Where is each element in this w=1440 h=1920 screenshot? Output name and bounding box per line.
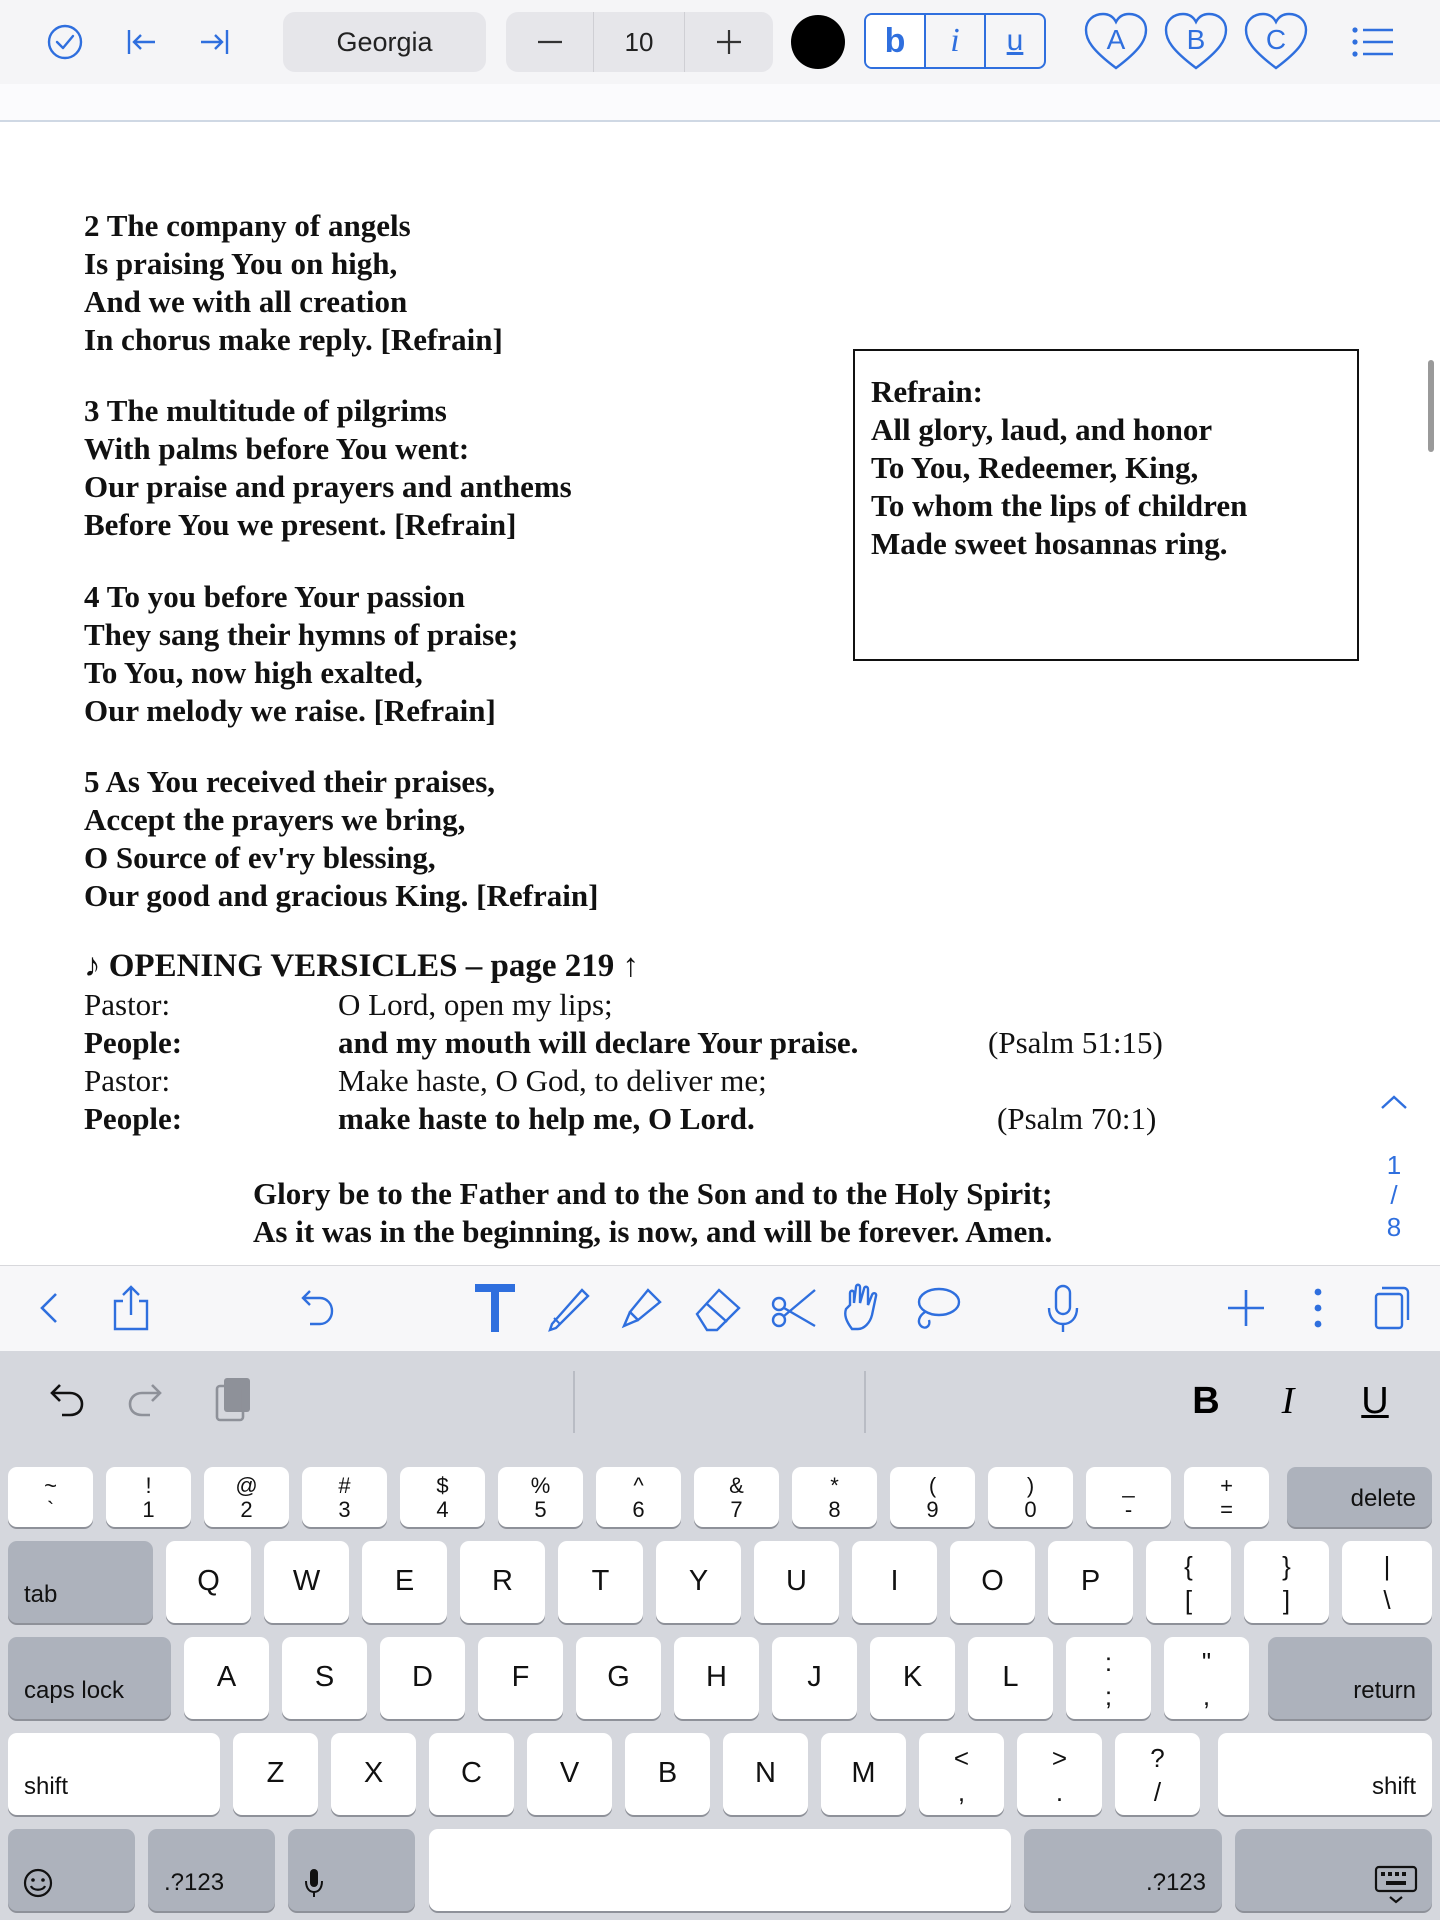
preset-label: B (1186, 24, 1206, 55)
numbers-key-right[interactable]: .?123 (1024, 1829, 1222, 1911)
font-size-value[interactable]: 10 (594, 12, 685, 72)
hymn-stanza-4 (84, 578, 518, 730)
refrain-line: All glory, laud, and honor (871, 412, 1213, 447)
key-l[interactable]: L (968, 1637, 1053, 1719)
return-key[interactable]: return (1268, 1637, 1432, 1719)
key-j[interactable]: J (772, 1637, 857, 1719)
key-7[interactable]: & 7 (694, 1467, 779, 1527)
microphone-icon (304, 1867, 324, 1899)
space-bar[interactable] (429, 1829, 1011, 1911)
stanza-line: And we with all creation (84, 284, 408, 319)
stanza-line: O Source of ev'ry blessing, (84, 840, 436, 875)
paste-icon[interactable] (204, 1369, 264, 1429)
preset-label: C (1265, 24, 1287, 55)
key-w[interactable]: W (264, 1541, 349, 1623)
bold-button[interactable]: b (866, 15, 924, 67)
style-preset-b[interactable] (1162, 10, 1230, 74)
versicle-line: and my mouth will declare Your praise. (338, 1025, 859, 1060)
hymn-stanza-5 (84, 763, 598, 915)
key-9[interactable]: ( 9 (890, 1467, 975, 1527)
back-chevron-icon[interactable] (20, 1278, 80, 1338)
key-4[interactable]: $ 4 (400, 1467, 485, 1527)
stanza-line: They sang their hymns of praise; (84, 617, 519, 652)
key-6[interactable]: ^ 6 (596, 1467, 681, 1527)
hymn-stanza-3 (84, 392, 572, 544)
key-e[interactable]: E (362, 1541, 447, 1623)
share-icon[interactable] (101, 1278, 161, 1338)
preset-label: A (1106, 24, 1126, 55)
text-color-swatch[interactable] (791, 15, 845, 69)
key-h[interactable]: H (674, 1637, 759, 1719)
stanza-line: Our praise and prayers and anthems (84, 469, 572, 504)
refrain-line: To whom the lips of children (871, 488, 1248, 523)
gloria-line: As it was in the beginning, is now, and will be forever. Amen. (253, 1214, 1053, 1249)
key-b[interactable]: B (625, 1733, 710, 1815)
stanza-line: 5 As You received their praises, (84, 764, 496, 799)
versicle-reference: (Psalm 70:1) (997, 1101, 1157, 1136)
font-size-stepper (506, 12, 773, 72)
total-pages: 8 (1386, 1212, 1402, 1242)
ruler-strip (0, 84, 1440, 122)
key-q[interactable]: Q (166, 1541, 251, 1623)
done-check-icon[interactable] (37, 14, 93, 70)
style-preset-c[interactable] (1242, 10, 1310, 74)
gloria-patri (253, 1175, 1052, 1251)
stanza-line: 4 To you before Your passion (84, 579, 466, 614)
undo-icon[interactable] (34, 1369, 94, 1429)
versicle-speaker: People: (84, 1101, 183, 1136)
key-quote[interactable]: " , (1164, 1637, 1249, 1719)
stanza-line: Is praising You on high, (84, 246, 398, 281)
refrain-line: To You, Redeemer, King, (871, 450, 1199, 485)
italic-button[interactable]: i (924, 15, 984, 67)
versicle-speaker: Pastor: (84, 1063, 171, 1098)
key-g[interactable]: G (576, 1637, 661, 1719)
refrain-text-box[interactable] (853, 349, 1359, 661)
keyboard-italic-button[interactable]: I (1281, 1380, 1295, 1422)
gloria-line: Glory be to the Father and to the Son and to the Holy Spirit; (253, 1176, 1053, 1211)
previous-page-icon[interactable] (1374, 1090, 1414, 1114)
keyboard-shortcut-bar (0, 1351, 1440, 1447)
dictation-key[interactable] (288, 1829, 415, 1911)
microphone-icon[interactable] (1033, 1278, 1093, 1338)
stanza-line: Our good and gracious King. [Refrain] (84, 878, 599, 913)
style-preset-a[interactable] (1082, 10, 1150, 74)
key-2[interactable]: @ 2 (204, 1467, 289, 1527)
versicle-line: Make haste, O God, to deliver me; (338, 1063, 767, 1098)
versicle-line: make haste to help me, O Lord. (338, 1101, 755, 1136)
more-options-icon[interactable] (1288, 1278, 1348, 1338)
key-d[interactable]: D (380, 1637, 465, 1719)
versicle-speaker: People: (84, 1025, 183, 1060)
scissors-icon[interactable] (764, 1278, 824, 1338)
key-equals[interactable]: + = (1184, 1467, 1269, 1527)
undo-icon[interactable] (284, 1278, 344, 1338)
emoji-icon (22, 1867, 54, 1899)
key-r[interactable]: R (460, 1541, 545, 1623)
eraser-icon[interactable] (688, 1278, 748, 1338)
add-icon[interactable] (1216, 1278, 1276, 1338)
decrease-size-button[interactable] (506, 12, 594, 72)
key-1[interactable]: ! 1 (106, 1467, 191, 1527)
keyboard-bold-button[interactable]: B (1192, 1379, 1220, 1422)
stanza-line: To You, now high exalted, (84, 655, 423, 690)
key-comma[interactable]: < , (919, 1733, 1004, 1815)
versicles-heading: ♪ OPENING VERSICLES – page 219 ↑ (84, 948, 639, 984)
key-k[interactable]: K (870, 1637, 955, 1719)
hand-tool-icon[interactable] (834, 1278, 894, 1338)
divider (864, 1371, 866, 1433)
emoji-key[interactable] (8, 1829, 135, 1911)
key-u[interactable]: U (754, 1541, 839, 1623)
key-a[interactable]: A (184, 1637, 269, 1719)
key-o[interactable]: O (950, 1541, 1035, 1623)
lasso-icon[interactable] (906, 1278, 966, 1338)
key-t[interactable]: T (558, 1541, 643, 1623)
hide-keyboard-key[interactable] (1235, 1829, 1432, 1911)
font-name: Georgia (336, 26, 433, 57)
key-backslash[interactable]: | \ (1342, 1541, 1432, 1623)
document-page[interactable] (0, 122, 1440, 1265)
key-c[interactable]: C (429, 1733, 514, 1815)
on-screen-keyboard (0, 1447, 1440, 1920)
stanza-line: 3 The multitude of pilgrims (84, 393, 447, 428)
right-shift-key[interactable]: shift (1218, 1733, 1432, 1815)
key-left-bracket[interactable]: { [ (1146, 1541, 1231, 1623)
key-s[interactable]: S (282, 1637, 367, 1719)
stanza-line: With palms before You went: (84, 431, 470, 466)
increase-size-button[interactable] (685, 12, 773, 72)
text-tool-icon[interactable] (465, 1278, 525, 1338)
key-y[interactable]: Y (656, 1541, 741, 1623)
format-toolbar (0, 0, 1440, 84)
tools-bar (0, 1265, 1440, 1352)
highlighter-icon[interactable] (612, 1278, 672, 1338)
left-shift-key[interactable]: shift (8, 1733, 220, 1815)
indent-icon[interactable] (187, 14, 243, 70)
key-f[interactable]: F (478, 1637, 563, 1719)
numbers-key-left[interactable]: .?123 (148, 1829, 275, 1911)
key-z[interactable]: Z (233, 1733, 318, 1815)
pen-tool-icon[interactable] (538, 1278, 598, 1338)
redo-icon[interactable] (118, 1369, 178, 1429)
text-style-group (864, 13, 1046, 69)
refrain-line: Made sweet hosannas ring. (871, 526, 1228, 561)
key-p[interactable]: P (1048, 1541, 1133, 1623)
list-format-icon[interactable] (1345, 14, 1401, 70)
stanza-line: 2 The company of angels (84, 208, 411, 243)
delete-key[interactable]: delete (1287, 1467, 1432, 1527)
keyboard-underline-button[interactable]: U (1361, 1379, 1389, 1422)
key-backtick[interactable]: ~ ` (8, 1467, 93, 1527)
stanza-line: Before You we present. [Refrain] (84, 507, 517, 542)
key-right-bracket[interactable]: } ] (1244, 1541, 1329, 1623)
stanza-line: Our melody we raise. [Refrain] (84, 693, 496, 728)
key-period[interactable]: > . (1017, 1733, 1102, 1815)
keyboard-hide-icon (1374, 1865, 1418, 1905)
stanza-line: Accept the prayers we bring, (84, 802, 466, 837)
vertical-scrollbar[interactable] (1428, 360, 1434, 452)
key-v[interactable]: V (527, 1733, 612, 1815)
font-picker[interactable] (283, 12, 486, 72)
key-0[interactable]: ) 0 (988, 1467, 1073, 1527)
page-navigator (1374, 1090, 1414, 1265)
versicle-line: O Lord, open my lips; (338, 987, 613, 1022)
page-separator: / (1390, 1180, 1398, 1210)
key-3[interactable]: # 3 (302, 1467, 387, 1527)
refrain-line: Refrain: (871, 374, 983, 409)
divider (573, 1371, 575, 1433)
versicle-speaker: Pastor: (84, 987, 171, 1022)
underline-button[interactable]: u (984, 15, 1044, 67)
current-page: 1 (1386, 1150, 1402, 1180)
tab-key[interactable]: tab (8, 1541, 153, 1623)
key-8[interactable]: * 8 (792, 1467, 877, 1527)
key-i[interactable]: I (852, 1541, 937, 1623)
hymn-stanza-2 (84, 207, 503, 359)
caps-lock-key[interactable]: caps lock (8, 1637, 171, 1719)
key-semicolon[interactable]: : ; (1066, 1637, 1151, 1719)
pages-icon[interactable] (1360, 1278, 1420, 1338)
key-slash[interactable]: ? / (1115, 1733, 1200, 1815)
key-minus[interactable]: _ - (1086, 1467, 1171, 1527)
outdent-icon[interactable] (113, 14, 169, 70)
key-x[interactable]: X (331, 1733, 416, 1815)
key-5[interactable]: % 5 (498, 1467, 583, 1527)
versicle-reference: (Psalm 51:15) (988, 1025, 1163, 1060)
stanza-line: In chorus make reply. [Refrain] (84, 322, 503, 357)
key-m[interactable]: M (821, 1733, 906, 1815)
key-n[interactable]: N (723, 1733, 808, 1815)
